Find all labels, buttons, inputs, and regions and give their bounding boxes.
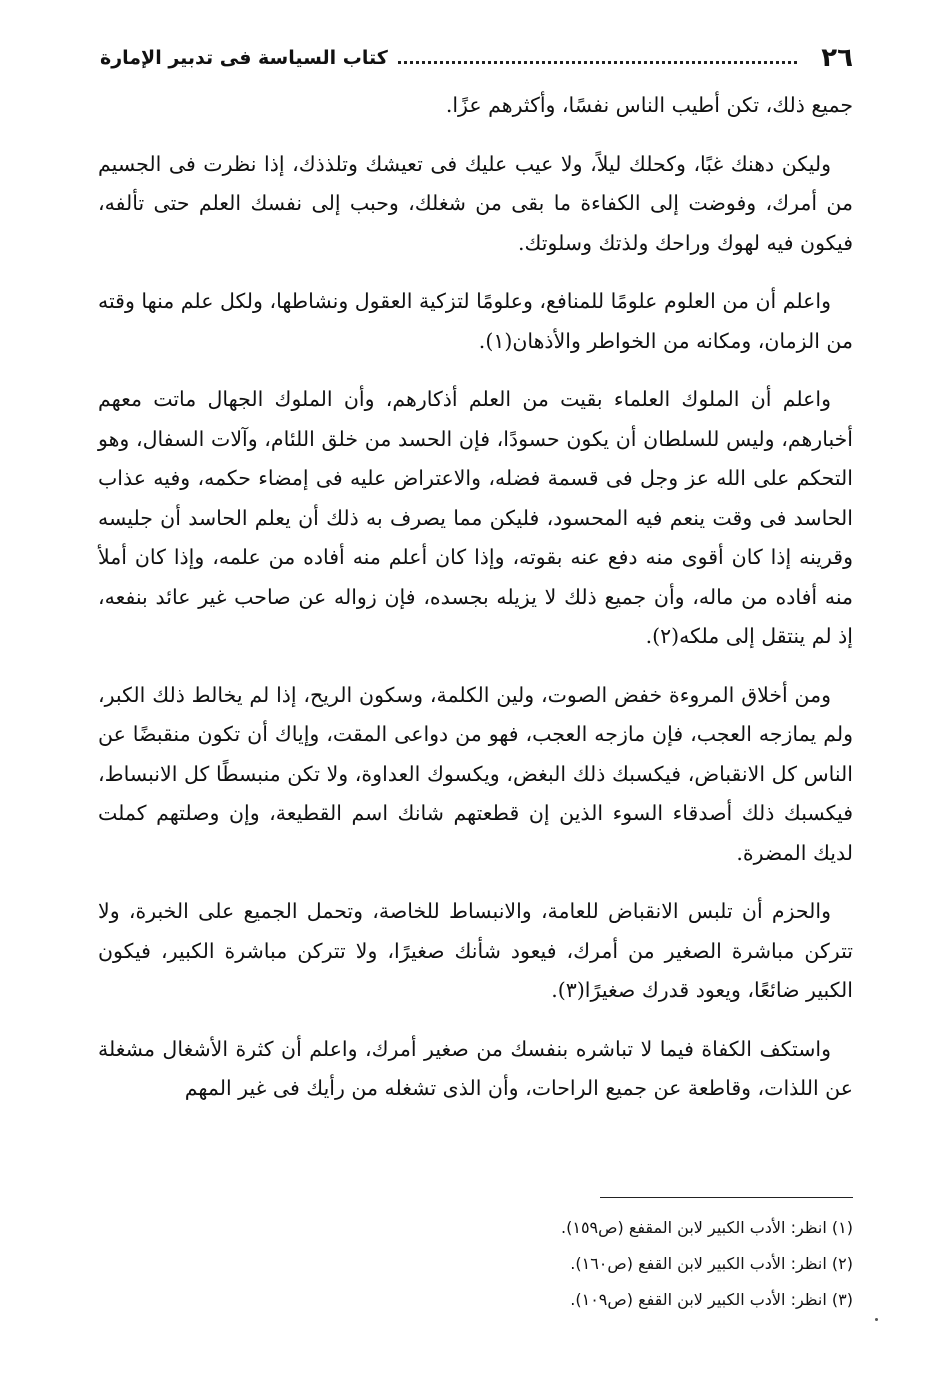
footnote-2: (٢) انظر: الأدب الكبير لابن القفع (ص١٦٠). <box>570 1254 853 1273</box>
main-text <box>98 86 853 1109</box>
running-header <box>100 38 853 78</box>
paragraph-6: والحزم أن تلبس الانقباض للعامة، والانبساط للخاصة، وتحمل الجميع على الخبرة، ولا تتركن مباشرة الصغير من أمرك، فيعود شأنك صغيرًا، ولا تتركن مباشرة الكبير، فيكون الكبير ضائعًا، ويعود قدرك صغيرًا(٣). <box>98 899 853 1002</box>
footnote-3: (٣) انظر: الأدب الكبير لابن القفع (ص١٠٩). <box>570 1290 853 1309</box>
book-title: كتاب السياسة فى تدبير الإمارة <box>100 47 388 69</box>
paragraph-3: واعلم أن من العلوم علومًا للمنافع، وعلومًا لتزكية العقول ونشاطها، ولكل علم منها وقته من الزمان، ومكانه من الخواطر والأذهان(١). <box>98 289 853 353</box>
paragraph-5: ومن أخلاق المروءة خفض الصوت، ولين الكلمة، وسكون الريح، إذا لم يخالط ذلك الكبر، ولم يمازجه العجب، فإن مازجه العجب، فهو من دواعى المقت، وإياك أن تكون منقبضًا عن الناس كل الانقباض، فيكسبك ذلك البغض، ويكسوك العداوة، ولا تكن منبسطًا كل الانبساط، فيكسبك ذلك أصدقاء السوء الذين إن قطعتهم شانك اسم القطيعة، وإن وصلتهم كملت لديك المضرة. <box>98 682 853 865</box>
paragraph-1: جميع ذلك، تكن أطيب الناس نفسًا، وأكثرهم عزًا. <box>445 93 853 117</box>
footnote-1: (١) انظر: الأدب الكبير لابن المقفع (ص١٥٩). <box>561 1218 853 1237</box>
footnotes <box>300 1210 853 1318</box>
paragraph-4: واعلم أن الملوك العلماء بقيت من العلم أذكارهم، وأن الملوك الجهال ماتت معهم أخبارهم، وليس للسلطان أن يكون حسودًا، فإن الحسد من خلق اللئام، وآلات السفال، وهو التحكم على الله عز وجل فى قسمة فضله، والاعتراض عليه فى إمضاء حكمه، وفيه عذاب الحاسد فى وقت ينعم فيه المحسود، فليكن مما يصرف به ذلك أن يعلم الحاسد أن جليسه وقرينه إذا كان أقوى منه دفع عنه بقوته، وإذا كان أعلم منه أفاده من علمه، وإذا كان أملأ منه أفاده من ماله، وأن جميع ذلك لا يزيله بجسده، فإن زواله عن صاحب غير عائد بنفعه، إذ لم ينتقل إلى ملكه(٢). <box>98 387 853 648</box>
paragraph-7: واستكف الكفاة فيما لا تباشره بنفسك من صغير أمرك، واعلم أن كثرة الأشغال مشغلة عن اللذات، وقاطعة عن جميع الراحات، وأن الذى تشغله من رأيك فى غير المهم <box>98 1036 853 1100</box>
page-number: ٢٦ <box>821 43 853 73</box>
footnote-separator <box>600 1197 853 1198</box>
paragraph-2: وليكن دهنك غبًا، وكحلك ليلاً، ولا عيب عليك فى تعيشك وتلذذك، إذا نظرت فى الجسيم من أمرك، وفوضت إلى الكفاءة ما بقى من شغلك، وحبب إلى نفسك العلم حتى تألفه، فيكون فيه لهوك وراحك ولذتك وسلوتك. <box>98 151 853 255</box>
dotted-leader <box>398 61 797 64</box>
scan-speck <box>875 1318 878 1321</box>
